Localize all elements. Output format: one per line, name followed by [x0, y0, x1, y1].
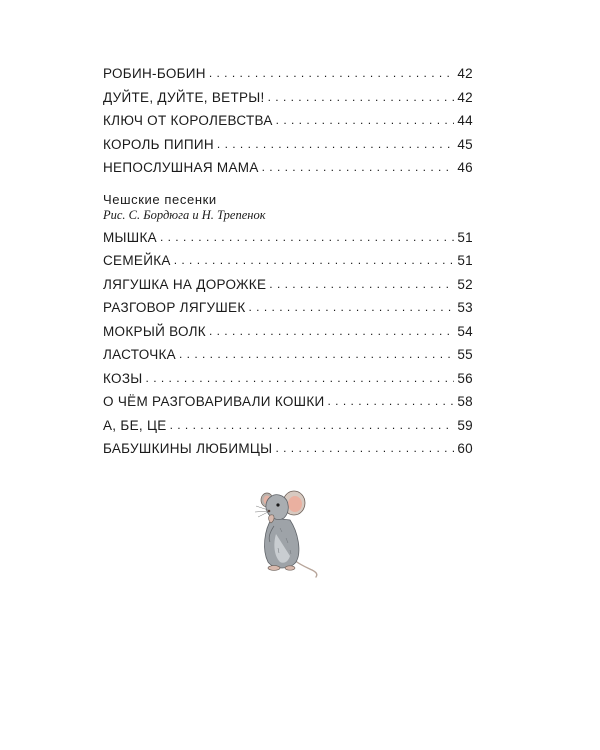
toc-entry-page: 59 — [457, 417, 473, 433]
mouse-illustration-icon — [250, 478, 325, 578]
toc-entry-title: ЛАСТОЧКА — [103, 347, 176, 362]
dot-leader — [209, 323, 454, 337]
toc-entry[interactable] — [103, 418, 473, 442]
toc-entry-page: 51 — [457, 229, 473, 245]
section-credit: Рис. С. Бордюга и Н. Трепенок — [103, 207, 266, 222]
toc-entry-title: МОКРЫЙ ВОЛК — [103, 323, 206, 339]
dot-leader — [170, 417, 455, 431]
toc-entry-title: БАБУШКИНЫ ЛЮБИМЦЫ — [103, 441, 273, 456]
dot-leader — [174, 252, 455, 266]
toc-entry[interactable] — [103, 90, 473, 114]
toc-entry-page: 55 — [457, 347, 473, 362]
toc-entry-page: 56 — [457, 370, 473, 386]
toc-entry-page: 58 — [457, 394, 473, 409]
dot-leader — [276, 112, 455, 126]
toc-entry-page: 46 — [457, 160, 473, 175]
toc-entry[interactable] — [103, 253, 473, 277]
toc-entry-title: КОЗЫ — [103, 370, 143, 386]
toc-entry-title: РАЗГОВОР ЛЯГУШЕК — [103, 300, 246, 315]
toc-entry-title: МЫШКА — [103, 229, 157, 245]
toc-entry-page: 54 — [457, 323, 473, 339]
toc-entry-page: 42 — [457, 89, 473, 105]
dot-leader — [249, 299, 455, 313]
toc-entry-title: КЛЮЧ ОТ КОРОЛЕВСТВА — [103, 113, 273, 128]
dot-leader — [268, 89, 455, 103]
toc-entry[interactable] — [103, 113, 473, 137]
toc-group-2 — [103, 230, 473, 465]
toc-entry-title: КОРОЛЬ ПИПИН — [103, 136, 214, 152]
toc-entry-title: ДУЙТЕ, ДУЙТЕ, ВЕТРЫ! — [103, 89, 265, 105]
toc-group-1 — [103, 66, 473, 184]
toc-entry[interactable] — [103, 441, 473, 465]
dot-leader — [217, 136, 454, 150]
toc-entry[interactable] — [103, 137, 473, 161]
section-header — [103, 192, 473, 223]
toc-entry-title: О ЧЁМ РАЗГОВАРИВАЛИ КОШКИ — [103, 394, 325, 409]
toc-entry-title: РОБИН-БОБИН — [103, 66, 206, 81]
toc-entry-page: 52 — [457, 276, 473, 292]
toc-entry-title: ЛЯГУШКА НА ДОРОЖКЕ — [103, 276, 267, 292]
toc-entry[interactable] — [103, 66, 473, 90]
toc-entry-page: 45 — [457, 136, 473, 152]
toc-entry-page: 44 — [457, 113, 473, 128]
toc-entry[interactable] — [103, 394, 473, 418]
toc-entry[interactable] — [103, 371, 473, 395]
dot-leader — [328, 393, 455, 407]
toc-entry-title: НЕПОСЛУШНАЯ МАМА — [103, 160, 259, 175]
table-of-contents — [103, 66, 473, 465]
toc-entry[interactable] — [103, 160, 473, 184]
toc-entry-title: А, БЕ, ЦЕ — [103, 417, 167, 433]
toc-entry-title: СЕМЕЙКА — [103, 253, 171, 268]
section-title: Чешские песенки — [103, 191, 217, 207]
toc-entry-page: 51 — [457, 253, 473, 268]
toc-entry[interactable] — [103, 300, 473, 324]
toc-entry[interactable] — [103, 230, 473, 254]
dot-leader — [160, 229, 454, 243]
dot-leader — [262, 159, 455, 173]
dot-leader — [269, 276, 454, 290]
dot-leader — [209, 65, 455, 79]
dot-leader — [146, 370, 455, 384]
toc-entry[interactable] — [103, 324, 473, 348]
toc-entry[interactable] — [103, 277, 473, 301]
toc-entry[interactable] — [103, 347, 473, 371]
dot-leader — [275, 440, 454, 454]
dot-leader — [179, 346, 454, 360]
toc-entry-page: 42 — [457, 66, 473, 81]
toc-entry-page: 53 — [457, 300, 473, 315]
toc-entry-page: 60 — [457, 441, 473, 456]
